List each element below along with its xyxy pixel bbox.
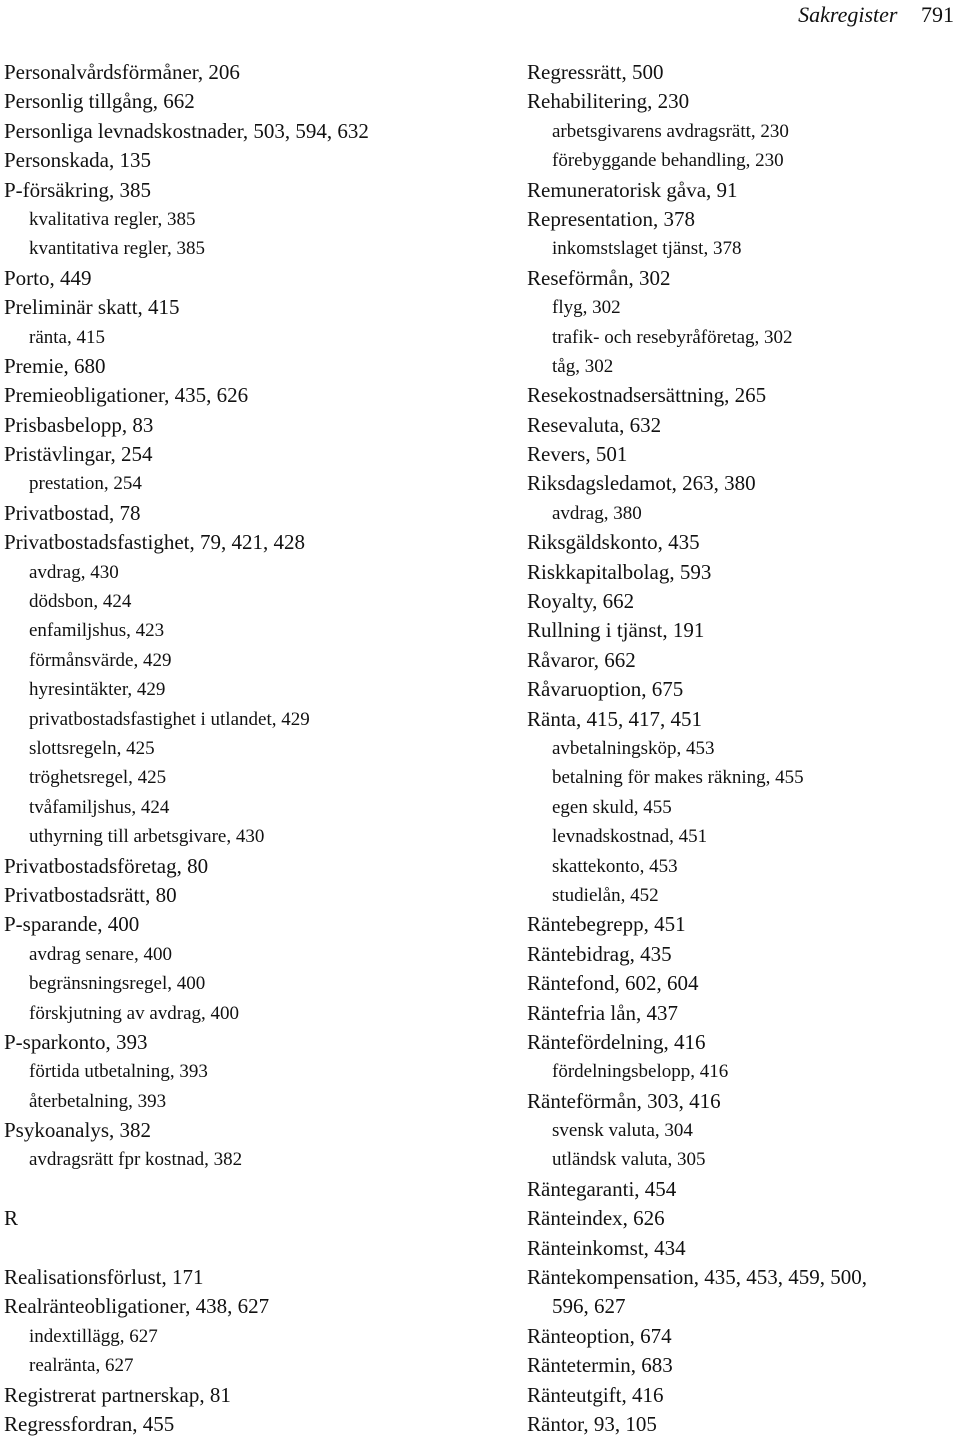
index-entry: Personskada, 135 [4, 148, 151, 173]
index-subentry: kvalitativa regler, 385 [29, 208, 196, 230]
index-subentry: flyg, 302 [552, 297, 621, 319]
index-entry: Prisbasbelopp, 83 [4, 412, 154, 437]
index-subentry: utländsk valuta, 305 [552, 1149, 706, 1171]
index-subentry: begränsningsregel, 400 [29, 973, 206, 995]
index-entry: Personliga levnadskostnader, 503, 594, 632 [4, 118, 369, 143]
index-subentry: avdragsrätt fpr kostnad, 382 [29, 1149, 243, 1171]
index-entry: Resekostnadsersättning, 265 [527, 383, 767, 408]
index-entry: Råvaror, 662 [527, 647, 636, 672]
index-entry: Ränteutgift, 416 [527, 1382, 664, 1407]
index-subentry: kvantitativa regler, 385 [29, 238, 205, 260]
index-entry: P-sparande, 400 [4, 912, 140, 937]
index-entry: Royalty, 662 [527, 589, 635, 614]
index-entry: Privatbostad, 78 [4, 500, 141, 525]
index-subentry: avdrag, 380 [552, 502, 642, 524]
index-entry: Riskkapitalbolag, 593 [527, 559, 712, 584]
index-entry: Räntor, 93, 105 [527, 1411, 657, 1436]
index-entry: Rullning i tjänst, 191 [527, 618, 705, 643]
index-entry: Psykoanalys, 382 [4, 1118, 151, 1143]
index-entry: Räntefria lån, 437 [527, 1000, 679, 1025]
index-entry: Registrerat partnerskap, 81 [4, 1382, 231, 1407]
index-entry: Räntefördelning, 416 [527, 1029, 706, 1054]
index-entry: P-sparkonto, 393 [4, 1029, 148, 1054]
index-entry: Representation, 378 [527, 206, 695, 231]
index-entry: Resevaluta, 632 [527, 412, 662, 437]
index-entry: Riksgäldskonto, 435 [527, 530, 700, 555]
index-subentry: prestation, 254 [29, 473, 142, 495]
index-subentry: realränta, 627 [29, 1355, 134, 1377]
index-entry: Realisationsförlust, 171 [4, 1265, 204, 1290]
index-entry: Råvaruoption, 675 [527, 677, 684, 702]
index-subentry: hyresintäkter, 429 [29, 679, 166, 701]
index-entry: Ränta, 415, 417, 451 [527, 706, 702, 731]
index-entry: Räntebegrepp, 451 [527, 912, 686, 937]
index-entry: Räntegaranti, 454 [527, 1176, 677, 1201]
index-entry: Ränteindex, 626 [527, 1206, 665, 1231]
index-column-right [527, 58, 957, 1439]
index-subentry: dödsbon, 424 [29, 591, 132, 613]
index-entry: Privatbostadsrätt, 80 [4, 882, 177, 907]
index-entry: P-försäkring, 385 [4, 177, 151, 202]
index-entry: Räntebidrag, 435 [527, 941, 672, 966]
index-subentry: avdrag, 430 [29, 561, 119, 583]
index-entry: Revers, 501 [527, 442, 628, 467]
index-subentry: levnadskostnad, 451 [552, 826, 708, 848]
index-entry: Ränteinkomst, 434 [527, 1235, 686, 1260]
index-entry: Privatbostadsföretag, 80 [4, 853, 209, 878]
index-entry: Regressrätt, 500 [527, 60, 664, 84]
index-subentry: egen skuld, 455 [552, 796, 672, 818]
index-entry: Pristävlingar, 254 [4, 442, 153, 467]
index-entry: Ränteoption, 674 [527, 1323, 672, 1348]
index-subentry: tröghetsregel, 425 [29, 767, 167, 789]
index-subentry: ränta, 415 [29, 326, 105, 348]
index-entry: Preliminär skatt, 415 [4, 295, 180, 320]
index-subentry: tåg, 302 [552, 355, 614, 377]
index-subentry: inkomstslaget tjänst, 378 [552, 238, 742, 260]
index-subentry: arbetsgivarens avdragsrätt, 230 [552, 120, 789, 142]
index-subentry: studielån, 452 [552, 884, 659, 906]
index-subentry: svensk valuta, 304 [552, 1120, 693, 1142]
index-subentry: trafik- och resebyråföretag, 302 [552, 326, 793, 348]
section-letter: R [4, 1206, 19, 1231]
index-column-left [4, 58, 504, 1439]
index-entry: Regressfordran, 455 [4, 1411, 175, 1436]
index-subentry: förtida utbetalning, 393 [29, 1061, 208, 1083]
index-entry: Remuneratorisk gåva, 91 [527, 177, 738, 202]
index-subentry: indextillägg, 627 [29, 1325, 158, 1347]
index-subentry: tvåfamiljshus, 424 [29, 796, 170, 818]
index-subentry: skattekonto, 453 [552, 855, 678, 877]
index-subentry: fördelningsbelopp, 416 [552, 1061, 729, 1083]
index-entry: Porto, 449 [4, 265, 92, 290]
index-entry: Rehabilitering, 230 [527, 89, 690, 114]
index-entry: Personalvårdsförmåner, 206 [4, 60, 240, 84]
index-entry: Personlig tillgång, 662 [4, 89, 195, 114]
index-entry: Premieobligationer, 435, 626 [4, 383, 249, 408]
index-entry-continuation: 596, 627 [552, 1294, 626, 1319]
index-entry: Realränteobligationer, 438, 627 [4, 1294, 270, 1319]
index-subentry: enfamiljshus, 423 [29, 620, 165, 642]
index-entry: Privatbostadsfastighet, 79, 421, 428 [4, 530, 305, 555]
index-entry: Riksdagsledamot, 263, 380 [527, 471, 756, 496]
index-subentry: betalning för makes räkning, 455 [552, 767, 804, 789]
index-entry: Räntetermin, 683 [527, 1353, 673, 1378]
index-entry: Räntekompensation, 435, 453, 459, 500, [527, 1265, 868, 1290]
page-number: 791 [921, 2, 954, 27]
page-header [798, 0, 954, 30]
index-subentry: avbetalningsköp, 453 [552, 737, 715, 759]
blank-line [4, 1234, 504, 1263]
blank-line [4, 1175, 504, 1204]
index-entry: Räntefond, 602, 604 [527, 971, 699, 996]
index-subentry: förskjutning av avdrag, 400 [29, 1002, 240, 1024]
index-subentry: förmånsvärde, 429 [29, 649, 172, 671]
index-subentry: förebyggande behandling, 230 [552, 150, 784, 172]
index-entry: Reseförmån, 302 [527, 265, 671, 290]
index-entry: Premie, 680 [4, 353, 106, 378]
index-subentry: privatbostadsfastighet i utlandet, 429 [29, 708, 310, 730]
running-title: Sakregister [798, 2, 898, 27]
index-entry: Ränteförmån, 303, 416 [527, 1088, 721, 1113]
index-subentry: avdrag senare, 400 [29, 943, 172, 965]
index-subentry: återbetalning, 393 [29, 1090, 167, 1112]
index-subentry: slottsregeln, 425 [29, 737, 155, 759]
index-subentry: uthyrning till arbetsgivare, 430 [29, 826, 265, 848]
